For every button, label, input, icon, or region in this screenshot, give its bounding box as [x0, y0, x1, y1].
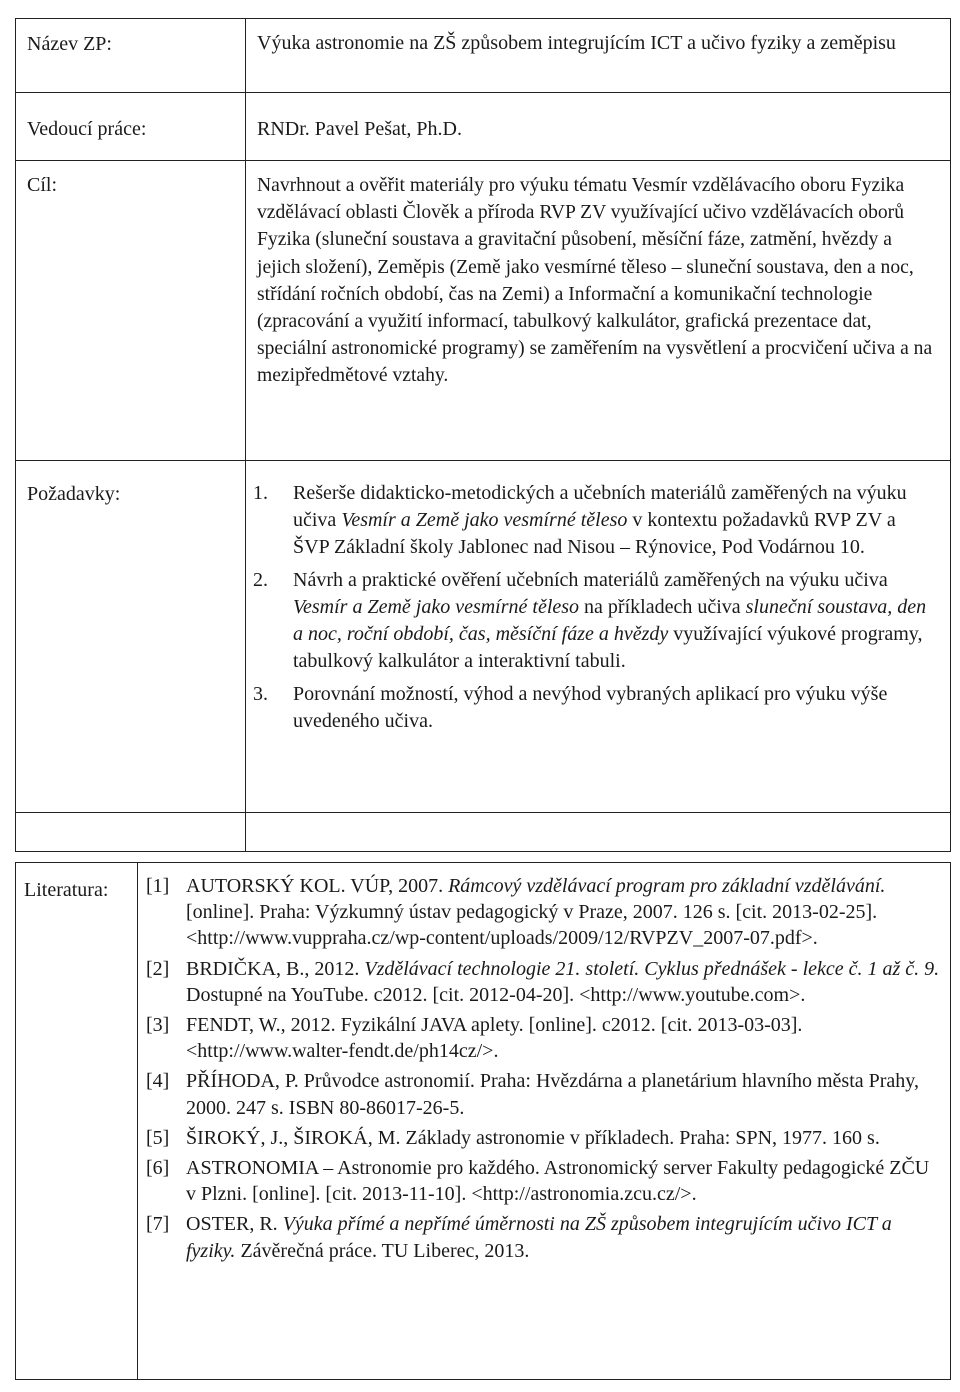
ref-text: [online]. Praha: Výzkumný ústav pedagogický v Praze, 2007. 126 s. [cit. 2013-02-25]. <http://www.vuppraha.cz/wp-content/uploads/2009/12/RVPZV_2007-07.pdf>. [186, 901, 878, 950]
ref-number: [2] [146, 957, 170, 980]
supervisor-value: RNDr. Pavel Pešat, Ph.D. [257, 118, 462, 140]
ref-text-italic: Vzdělávací technologie 21. století. Cyklus přednášek - lekce č. 1 až č. 9. [364, 957, 940, 980]
table-row-divider [15, 460, 951, 461]
ref-number: [1] [146, 875, 170, 897]
ref-text: ASTRONOMIA – Astronomie pro každého. Astronomický server Fakulty pedagogické ZČU v Plzni. [online]. [cit. 2013-11-10]. <http://astronomia.zcu.cz/>. [186, 1157, 930, 1206]
ref-text: BRDIČKA, B., 2012. [186, 957, 365, 980]
list-text-italic: sluneční soustava, den a noc, roční období, čas, měsíční fáze a hvězdy [293, 596, 927, 645]
list-text: v kontextu požadavků RVP ZV a ŠVP Základní školy Jablonec nad Nisou – Rýnovice, Pod Vodárnou 10. [293, 509, 896, 558]
ref-text: ŠIROKÝ, J., ŠIROKÁ, M. Základy astronomie v příkladech. Praha: SPN, 1977. 160 s. [186, 1126, 880, 1149]
list-item [146, 1155, 941, 1207]
ref-text-italic: Rámcový vzdělávací program pro základní vzdělávání. [448, 875, 886, 897]
ref-text: AUTORSKÝ KOL. VÚP, 2007. [186, 875, 449, 897]
list-item [146, 956, 941, 1008]
table-row-divider [15, 812, 951, 813]
list-number: 2. [253, 569, 268, 591]
ref-number: [6] [146, 1157, 170, 1180]
list-text: využívající výukové programy, tabulkový kalkulátor a interaktivní tabuli. [293, 623, 923, 672]
list-item [253, 567, 933, 675]
ref-text: OSTER, R. [186, 1213, 283, 1236]
supervisor-label: Vedoucí práce: [27, 118, 147, 140]
goal-value: Navrhnout a ověřit materiály pro výuku tématu Vesmír vzdělávacího oboru Fyzika vzdělávací oblasti Člověk a příroda RVP ZV využívající učivo vzdělávacích oborů Fyzika (sluneční soustava a gravitační působení, měsíční fáze, zatmění, hvězdy a jejich složení), Zeměpis (Země jako vesmírné těleso – sluneční soustava, den a noc, střídání ročních období, čas na Zemi) a Informační a komunikační technologie (zpracování a využití informací, tabulkový kalkulátor, grafická prezentace dat, speciální astronomické programy) se zaměřením na vysvětlení a procvičení učiva a na mezipředmětové vztahy. [257, 175, 933, 387]
list-item [146, 873, 941, 952]
list-item [146, 1125, 941, 1151]
list-item [146, 1068, 941, 1120]
table-column-divider [245, 18, 246, 852]
literature-label: Literatura: [24, 879, 109, 901]
requirements-label: Požadavky: [27, 483, 121, 505]
table-row-divider [15, 160, 951, 161]
list-text: Návrh a praktické ověření učebních materiálů zaměřených na výuku učiva [293, 569, 888, 591]
list-text-italic: Vesmír a Země jako vesmírné těleso [341, 509, 628, 531]
ref-text: FENDT, W., 2012. Fyzikální JAVA aplety. [online]. c2012. [cit. 2013-03-03]. <http://www.walter-fendt.de/ph14cz/>. [186, 1014, 803, 1063]
list-text-italic: Vesmír a Země jako vesmírné těleso [293, 596, 580, 618]
table-column-divider [137, 862, 138, 1380]
ref-number: [4] [146, 1070, 170, 1093]
list-text: Rešerše didakticko-metodických a učebních materiálů zaměřených na výuku učiva [293, 482, 907, 531]
list-text: Porovnání možností, výhod a nevýhod vybraných aplikací pro výuku výše uvedeného učiva. [293, 683, 888, 732]
ref-text: PŘÍHODA, P. Průvodce astronomií. Praha: Hvězdárna a planetárium hlavního města Prahy, 2000. 247 s. ISBN 80-86017-26-5. [186, 1070, 919, 1119]
ref-text: Závěrečná práce. TU Liberec, 2013. [235, 1239, 530, 1262]
goal-label: Cíl: [27, 174, 58, 196]
ref-number: [7] [146, 1213, 170, 1236]
thesis-title-label: Název ZP: [27, 33, 112, 55]
requirements-list [253, 480, 933, 741]
thesis-title-value: Výuka astronomie na ZŠ způsobem integrujícím ICT a učivo fyziky a zeměpisu [257, 32, 896, 54]
list-text: na příkladech učiva [579, 596, 746, 618]
ref-number: [5] [146, 1126, 170, 1149]
ref-text-italic: Výuka přímé a nepřímé úměrnosti na ZŠ způsobem integrujícím učivo ICT a fyziky. [186, 1213, 892, 1262]
ref-text: Dostupné na YouTube. c2012. [cit. 2012-04-20]. <http://www.youtube.com>. [186, 983, 806, 1006]
list-number: 3. [253, 683, 268, 705]
table-row-divider [15, 92, 951, 93]
list-item [253, 681, 933, 735]
list-item [146, 1012, 941, 1064]
list-number: 1. [253, 482, 268, 504]
literature-list [146, 873, 941, 1268]
list-item [146, 1211, 941, 1263]
ref-number: [3] [146, 1014, 170, 1037]
list-item [253, 480, 933, 561]
